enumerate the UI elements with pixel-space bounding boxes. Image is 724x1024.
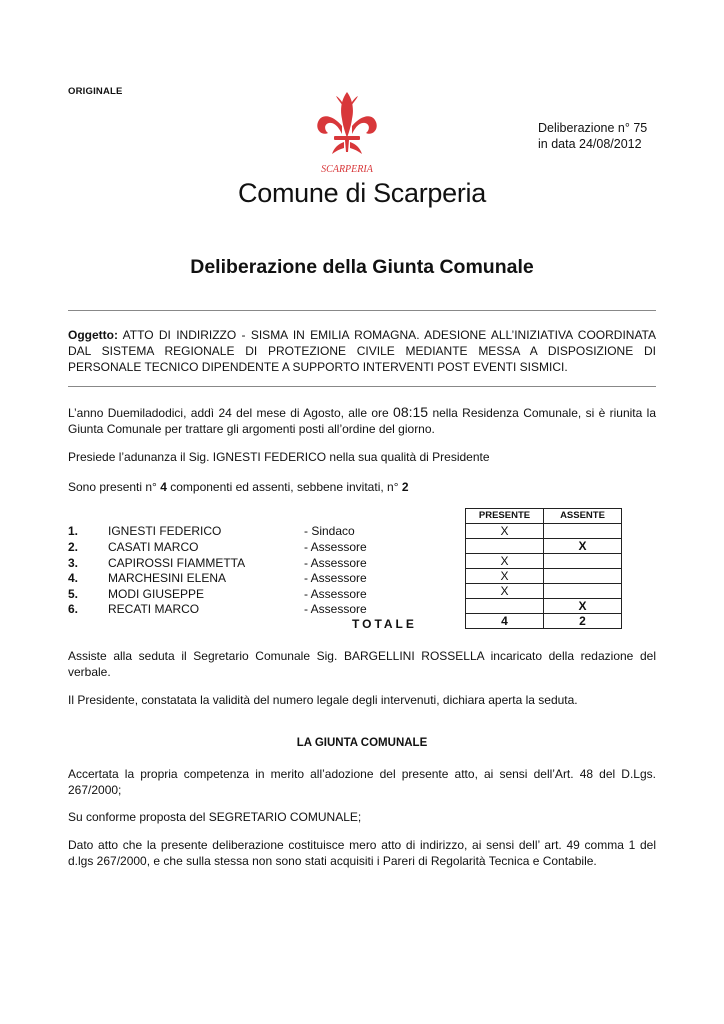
intro-paragraph bbox=[68, 404, 656, 437]
scarperia-lily-logo bbox=[312, 86, 382, 178]
absent-cell: X bbox=[544, 539, 622, 554]
intro-text-2: nella Residenza Comunale, si è riunita la Giunta Comunale per trattare gli argomenti posti all’ordine del giorno. bbox=[68, 406, 656, 436]
presenti-text-1: Sono presenti n° bbox=[68, 480, 161, 494]
absent-column-header: ASSENTE bbox=[544, 509, 622, 524]
divider-top bbox=[68, 310, 656, 311]
absent-count: 2 bbox=[401, 480, 409, 494]
member-number: 5. bbox=[68, 587, 79, 601]
member-name: CAPIROSSI FIAMMETTA bbox=[108, 556, 246, 570]
absent-cell bbox=[544, 554, 622, 569]
divider-bottom bbox=[68, 386, 656, 387]
presenti-paragraph bbox=[68, 479, 656, 495]
attendance-row bbox=[466, 524, 622, 539]
absent-cell: X bbox=[544, 599, 622, 614]
absent-cell bbox=[544, 584, 622, 599]
present-count: 4 bbox=[160, 480, 167, 494]
member-name: RECATI MARCO bbox=[108, 602, 200, 616]
attendance-row bbox=[466, 569, 622, 584]
intro-text-1: L’anno Duemiladodici, addì 24 del mese di Agosto, alle ore bbox=[68, 406, 394, 420]
absent-cell bbox=[544, 524, 622, 539]
attendance-header-row bbox=[466, 509, 622, 524]
member-name: MARCHESINI ELENA bbox=[108, 571, 227, 585]
member-number: 3. bbox=[68, 556, 79, 570]
attendance-row bbox=[466, 599, 622, 614]
present-cell: X bbox=[466, 584, 544, 599]
member-number: 2. bbox=[68, 540, 79, 554]
total-absent-cell: 2 bbox=[544, 614, 622, 629]
present-cell bbox=[466, 599, 544, 614]
member-role: - Assessore bbox=[304, 540, 367, 554]
delibera-number: Deliberazione n° 75 bbox=[538, 121, 648, 135]
delibera-reference bbox=[538, 120, 647, 152]
member-role: - Assessore bbox=[304, 587, 367, 601]
attendance-table bbox=[465, 508, 622, 629]
proposta-paragraph: Su conforme proposta del SEGRETARIO COMUNALE; bbox=[68, 810, 362, 824]
present-cell bbox=[466, 539, 544, 554]
present-cell: X bbox=[466, 569, 544, 584]
delibera-date: in data 24/08/2012 bbox=[538, 137, 642, 151]
accertata-paragraph: Accertata la propria competenza in merito all’adozione del presente atto, ai sensi dell’Art. 48 del D.Lgs. 267/2000; bbox=[68, 767, 656, 797]
member-name: MODI GIUSEPPE bbox=[108, 587, 205, 601]
section-heading: LA GIUNTA COMUNALE bbox=[296, 737, 428, 749]
dato-atto-paragraph: Dato atto che la presente deliberazione costituisce mero atto di indirizzo, ai sensi dell’ art. 49 comma 1 del d.lgs 267/2000, e che sulla stessa non sono stati acquisiti i Pareri di Regolarità Tecnica e Contabile. bbox=[68, 838, 656, 868]
oggetto-paragraph bbox=[68, 327, 656, 375]
document-title: Deliberazione della Giunta Comunale bbox=[190, 256, 534, 278]
member-role: - Assessore bbox=[304, 602, 367, 616]
member-role: - Assessore bbox=[304, 556, 367, 570]
total-label: TOTALE bbox=[352, 617, 417, 631]
presenti-text-2: componenti ed assenti, sebbene invitati, n° bbox=[166, 480, 402, 494]
absent-cell bbox=[544, 569, 622, 584]
member-role: - Assessore bbox=[304, 571, 367, 585]
assiste-paragraph: Assiste alla seduta il Segretario Comunale Sig. BARGELLINI ROSSELLA incaricato della redazione del verbale. bbox=[68, 649, 656, 679]
member-number: 6. bbox=[68, 602, 79, 616]
comune-name: Comune di Scarperia bbox=[238, 178, 486, 208]
member-role: - Sindaco bbox=[304, 524, 355, 538]
presiede-paragraph: Presiede l’adunanza il Sig. IGNESTI FEDERICO nella sua qualità di Presidente bbox=[68, 450, 490, 464]
member-name: CASATI MARCO bbox=[108, 540, 199, 554]
present-cell: X bbox=[466, 554, 544, 569]
oggetto-label: Oggetto: bbox=[68, 328, 118, 342]
oggetto-text: ATTO DI INDIRIZZO - SISMA IN EMILIA ROMAGNA. ADESIONE ALL’INIZIATIVA COORDINATA DAL SISTEMA REGIONALE DI PROTEZIONE CIVILE MEDIANTE MESSA A DISPOSIZIONE DI PERSONALE TECNICO DIPENDENTE A SUPPORTO INTERVENTI POST EVENTI SISMICI. bbox=[68, 328, 656, 374]
attendance-row bbox=[466, 539, 622, 554]
attendance-row bbox=[466, 554, 622, 569]
total-present-cell: 4 bbox=[466, 614, 544, 629]
attendance-total-row bbox=[466, 614, 622, 629]
present-cell: X bbox=[466, 524, 544, 539]
svg-text:SCARPERIA: SCARPERIA bbox=[321, 164, 373, 175]
meeting-time: 08:15 bbox=[393, 404, 429, 420]
presidente-paragraph: Il Presidente, constatata la validità del numero legale degli intervenuti, dichiara aperta la seduta. bbox=[68, 693, 578, 707]
member-number: 1. bbox=[68, 524, 79, 538]
member-name: IGNESTI FEDERICO bbox=[108, 524, 222, 538]
present-column-header: PRESENTE bbox=[466, 509, 544, 524]
document-status: ORIGINALE bbox=[68, 86, 123, 97]
attendance-row bbox=[466, 584, 622, 599]
member-number: 4. bbox=[68, 571, 79, 585]
